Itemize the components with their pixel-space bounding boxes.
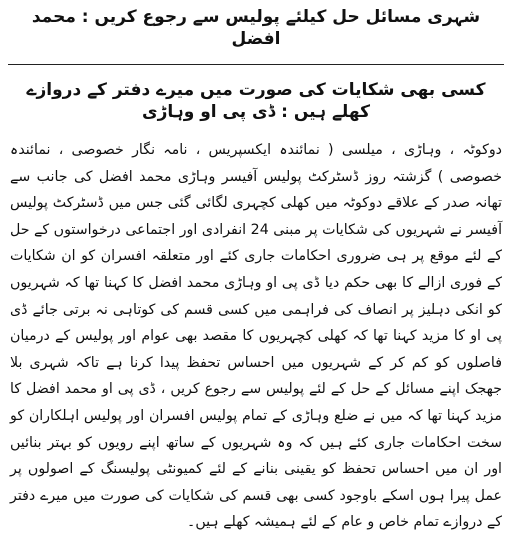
headline-secondary: کسی بھی شکایات کی صورت میں میرے دفتر کے دروازے کھلے ہیں : ڈی پی او وہاڑی <box>26 80 486 122</box>
article-body: دوکوٹہ ، وہاڑی ، میلسی ( نمائندہ ایکسپریس ، نامہ نگار خصوصی ، نمائندہ خصوصی ) گزشتہ روز ڈسٹرکٹ پولیس آفیسر وہاڑی محمد افضل کی جانب سے تھانہ صدر کے علاقے دوکوٹہ میں کھلی کچہری لگائی گئی جس میں ڈسٹرکٹ پولیس آفیسر نے شہریوں کی شکایات پر مبنی 24 انفرادی اور اجتماعی درخواستوں کے حل کے لئے موقع پر ہی ضروری احکامات جاری کئے اور متعلقہ افسران کو ان شکایات کے فوری ازالے کا بھی حکم دیا ڈی پی او وہاڑی محمد افضل کا کہنا تھا کہ شہریوں کو انکی دہلیز پر انصاف کی فراہمی میں کسی قسم کی کوتاہی نہ برتی جائے ڈی پی او کا مزید کہنا تھا کہ کھلی کچہریوں کا مقصد بھی عوام اور پولیس کے درمیان فاصلوں کو کم کر کے شہریوں میں احساس تحفظ پیدا کرنا ہے تاکہ شہری بلا جھجک اپنے مسائل کے حل کے لئے پولیس سے رجوع کریں ، ڈی پی او محمد افضل کا مزید کہنا تھا کہ میں نے ضلع وہاڑی کے تمام پولیس افسران اور پولیس اہلکاران کو سخت احکامات جاری کئے ہیں کہ وہ شہریوں کے ساتھ اپنے رویوں کو بہتر بنائیں اور ان میں احساس تحفظ کو یقینی بنانے کے لئے کمیونٹی پولیسنگ کے اصولوں پر عمل پیرا ہوں اسکے باوجود کسی بھی قسم کی شکایات کی صورت میں میرے دفتر کے دروازے تمام خاص و عام کے لئے ہمیشہ کھلے ہیں۔ <box>10 142 503 531</box>
headline-divider <box>8 64 504 65</box>
headline-primary: شہری مسائل حل کیلئے پولیس سے رجوع کریں : محمد افضل <box>31 7 481 49</box>
